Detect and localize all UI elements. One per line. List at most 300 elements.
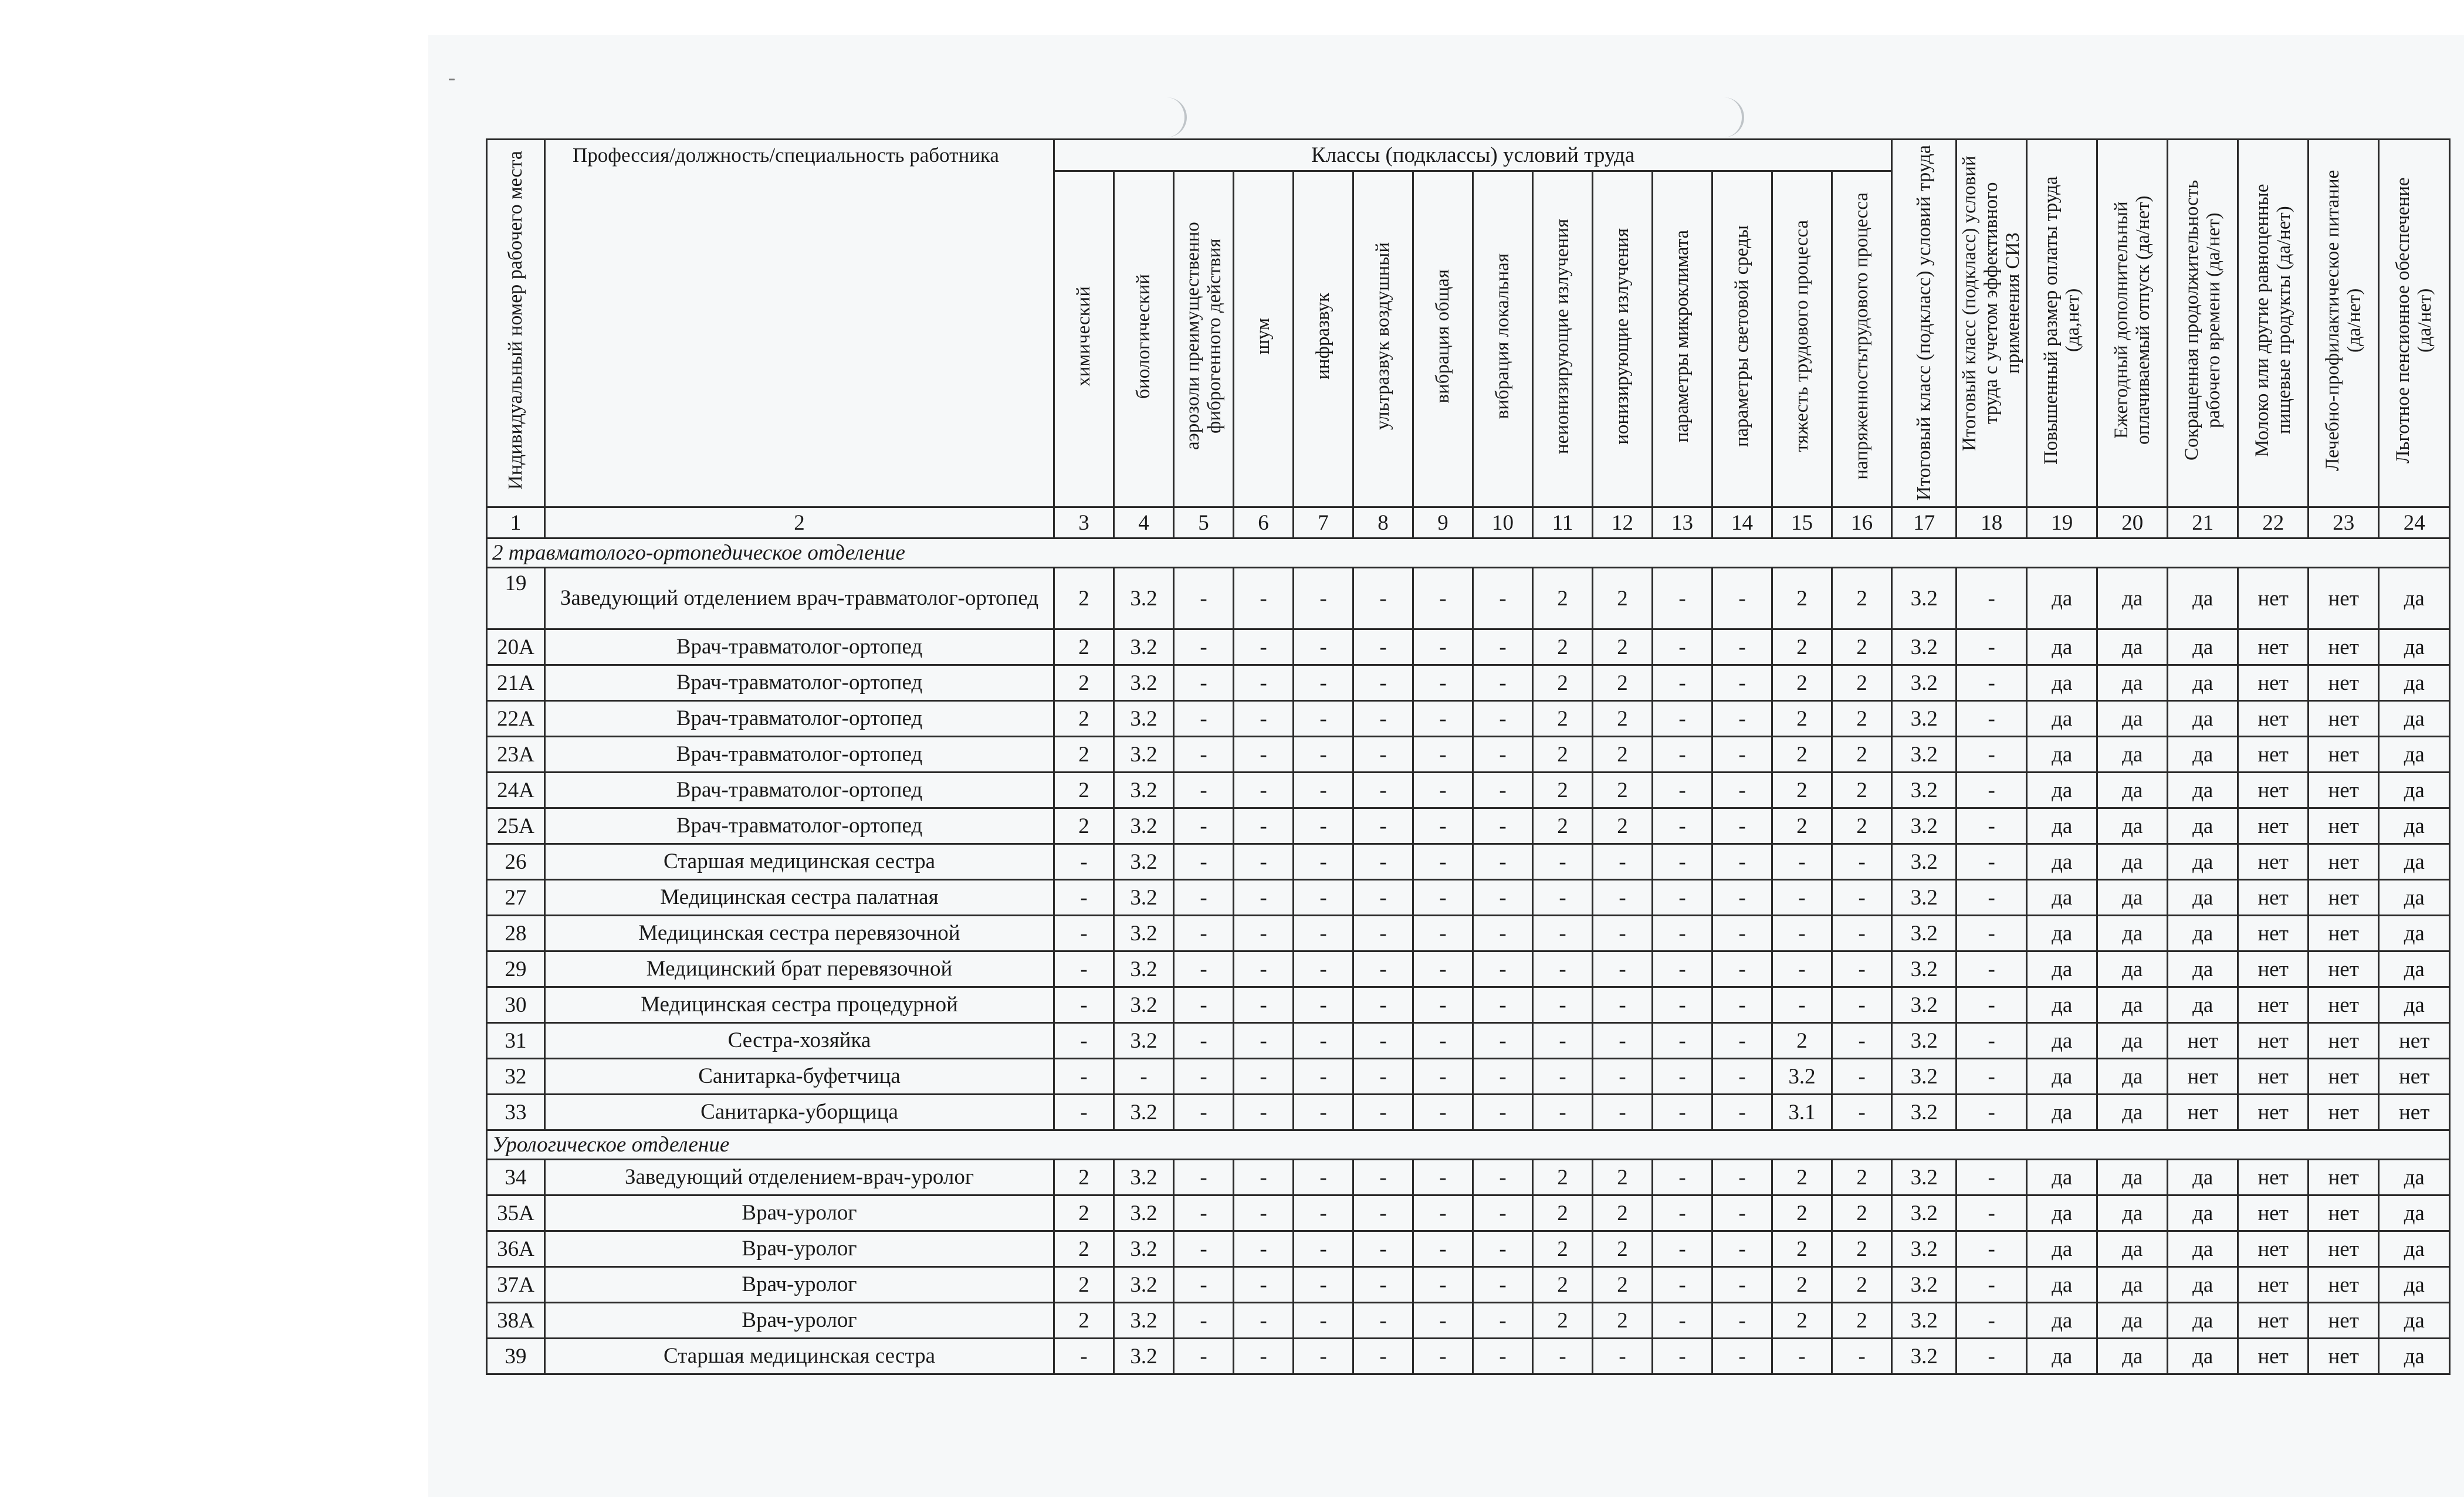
value-cell: да (2379, 808, 2450, 844)
profession-cell: Врач-травматолог-ортопед (545, 665, 1054, 701)
value-cell: - (1054, 1339, 1114, 1374)
value-cell: - (1353, 1267, 1413, 1303)
value-cell: - (1593, 1059, 1653, 1095)
place-number-cell: 29 (487, 951, 545, 987)
value-cell: - (1653, 1059, 1712, 1095)
value-cell: - (1234, 1059, 1294, 1095)
value-cell: - (1174, 701, 1234, 737)
value-cell: - (1593, 987, 1653, 1023)
value-cell: 2 (1054, 701, 1114, 737)
column-number: 4 (1114, 507, 1174, 538)
header-factor-text: напряженностьтрудового процесса (1851, 192, 1873, 480)
value-cell: 3.2 (1892, 844, 1957, 880)
value-cell: - (1712, 1095, 1772, 1130)
value-cell: 2 (1772, 629, 1832, 665)
place-number-cell: 23А (487, 737, 545, 773)
header-factor-text: химический (1073, 286, 1095, 387)
value-cell: - (1054, 1023, 1114, 1059)
value-cell: - (1957, 987, 2027, 1023)
value-cell: - (1353, 737, 1413, 773)
value-cell: - (1294, 880, 1353, 916)
table-row (487, 1160, 2450, 1195)
value-cell: да (2168, 665, 2238, 701)
value-cell: 3.2 (1892, 951, 1957, 987)
value-cell: - (1957, 1023, 2027, 1059)
header-guarantee-6 (2379, 140, 2450, 507)
value-cell: - (1174, 665, 1234, 701)
value-cell: да (2379, 1195, 2450, 1231)
section-title: Урологическое отделение (487, 1130, 2450, 1160)
value-cell: - (1234, 951, 1294, 987)
value-cell: нет (2309, 1339, 2379, 1374)
value-cell: 2 (1593, 1267, 1653, 1303)
value-cell: - (1593, 951, 1653, 987)
table-row (487, 1267, 2450, 1303)
value-cell: - (1054, 916, 1114, 951)
value-cell: нет (2379, 1023, 2450, 1059)
table-row (487, 951, 2450, 987)
profession-cell: Врач-уролог (545, 1231, 1054, 1267)
value-cell: - (1294, 1195, 1353, 1231)
header-factor (1413, 171, 1473, 507)
value-cell: 2 (1533, 1231, 1593, 1267)
value-cell: да (2027, 1303, 2097, 1339)
value-cell: - (1294, 1267, 1353, 1303)
value-cell: да (2379, 1303, 2450, 1339)
value-cell: 3.2 (1114, 773, 1174, 808)
value-cell: - (1533, 916, 1593, 951)
value-cell: - (1294, 1303, 1353, 1339)
value-cell: - (1653, 1267, 1712, 1303)
profession-cell: Медицинская сестра палатная (545, 880, 1054, 916)
value-cell: - (1413, 916, 1473, 951)
value-cell: - (1712, 701, 1772, 737)
value-cell: да (2027, 665, 2097, 701)
value-cell: нет (2238, 1339, 2309, 1374)
value-cell: - (1712, 1339, 1772, 1374)
value-cell: нет (2238, 987, 2309, 1023)
value-cell: - (1957, 1195, 2027, 1231)
value-cell: да (2027, 1267, 2097, 1303)
value-cell: да (2097, 1160, 2168, 1195)
value-cell: - (1832, 1023, 1892, 1059)
place-number-cell: 27 (487, 880, 545, 916)
value-cell: - (1712, 1195, 1772, 1231)
value-cell: - (1473, 916, 1533, 951)
value-cell: - (1473, 1231, 1533, 1267)
value-cell: - (1234, 568, 1294, 629)
value-cell: да (2097, 1303, 2168, 1339)
value-cell: нет (2238, 1160, 2309, 1195)
place-number-cell: 19 (487, 568, 545, 629)
header-factor-text: биологический (1133, 273, 1155, 399)
value-cell: - (1353, 1231, 1413, 1267)
value-cell: - (1653, 1195, 1712, 1231)
value-cell: - (1712, 737, 1772, 773)
value-cell: - (1653, 629, 1712, 665)
value-cell: да (2097, 773, 2168, 808)
section-row (487, 538, 2450, 568)
value-cell: - (1533, 987, 1593, 1023)
value-cell: - (1653, 1023, 1712, 1059)
value-cell: - (1234, 916, 1294, 951)
value-cell: да (2168, 568, 2238, 629)
value-cell: - (1957, 1231, 2027, 1267)
value-cell: - (1712, 1023, 1772, 1059)
value-cell: - (1353, 844, 1413, 880)
value-cell: 3.2 (1892, 1231, 1957, 1267)
place-number-cell: 24А (487, 773, 545, 808)
value-cell: - (1234, 844, 1294, 880)
value-cell: 3.2 (1892, 737, 1957, 773)
value-cell: 3.2 (1892, 1195, 1957, 1231)
column-number: 3 (1054, 507, 1114, 538)
value-cell: - (1957, 1059, 2027, 1095)
header-final-class-ppe-text: Итоговый класс (подкласс) условий труда с учетом эффективного применения СИЗ (1959, 155, 2024, 451)
value-cell: да (2379, 880, 2450, 916)
value-cell: - (1473, 773, 1533, 808)
value-cell: 2 (1533, 665, 1593, 701)
place-number-cell: 28 (487, 916, 545, 951)
value-cell: да (2168, 880, 2238, 916)
value-cell: 2 (1772, 1267, 1832, 1303)
value-cell: - (1413, 1231, 1473, 1267)
value-cell: - (1234, 1267, 1294, 1303)
value-cell: - (1772, 951, 1832, 987)
value-cell: нет (2309, 844, 2379, 880)
value-cell: да (2379, 1267, 2450, 1303)
value-cell: нет (2379, 1059, 2450, 1095)
header-row-top (487, 140, 2450, 171)
column-number: 8 (1353, 507, 1413, 538)
profession-cell: Врач-травматолог-ортопед (545, 773, 1054, 808)
header-guarantee-3 (2168, 140, 2238, 507)
column-number: 5 (1174, 507, 1234, 538)
value-cell: 2 (1593, 1160, 1653, 1195)
value-cell: - (1294, 773, 1353, 808)
value-cell: - (1353, 808, 1413, 844)
value-cell: 2 (1832, 1267, 1892, 1303)
value-cell: - (1473, 880, 1533, 916)
value-cell: да (2097, 737, 2168, 773)
value-cell: - (1653, 1339, 1712, 1374)
value-cell: нет (2309, 1059, 2379, 1095)
value-cell: да (2097, 880, 2168, 916)
value-cell: 3.2 (1114, 568, 1174, 629)
value-cell: - (1957, 665, 2027, 701)
value-cell: - (1413, 568, 1473, 629)
value-cell: 3.2 (1114, 737, 1174, 773)
value-cell: 2 (1832, 773, 1892, 808)
value-cell: нет (2238, 844, 2309, 880)
header-guarantee-text: Повышенный размер оплаты труда (да,нет) (2040, 176, 2083, 465)
value-cell: - (1957, 844, 2027, 880)
header-guarantee-2 (2097, 140, 2168, 507)
value-cell: 2 (1772, 1160, 1832, 1195)
value-cell: 2 (1054, 1160, 1114, 1195)
place-number-cell: 22А (487, 701, 545, 737)
value-cell: - (1413, 701, 1473, 737)
value-cell: 3.2 (1114, 1339, 1174, 1374)
value-cell: да (2027, 808, 2097, 844)
value-cell: - (1533, 1339, 1593, 1374)
value-cell: 2 (1533, 808, 1593, 844)
value-cell: 2 (1772, 1195, 1832, 1231)
value-cell: 3.2 (1114, 1231, 1174, 1267)
value-cell: 2 (1772, 568, 1832, 629)
header-guarantee-text: Лечебно-профилактическое питание (да/нет) (2321, 170, 2365, 471)
value-cell: нет (2238, 808, 2309, 844)
value-cell: - (1353, 1195, 1413, 1231)
value-cell: 3.2 (1114, 987, 1174, 1023)
value-cell: - (1832, 1059, 1892, 1095)
value-cell: нет (2309, 1023, 2379, 1059)
value-cell: - (1473, 1339, 1533, 1374)
value-cell: - (1294, 1023, 1353, 1059)
value-cell: да (2097, 844, 2168, 880)
value-cell: 3.2 (1114, 951, 1174, 987)
table-row (487, 1195, 2450, 1231)
table-row (487, 773, 2450, 808)
value-cell: - (1174, 808, 1234, 844)
value-cell: да (2097, 629, 2168, 665)
place-number-cell: 34 (487, 1160, 545, 1195)
value-cell: 2 (1593, 1303, 1653, 1339)
value-cell: да (2168, 808, 2238, 844)
profession-cell: Врач-уролог (545, 1303, 1054, 1339)
table-row (487, 987, 2450, 1023)
header-factor (1533, 171, 1593, 507)
value-cell: да (2168, 987, 2238, 1023)
value-cell: да (2097, 1059, 2168, 1095)
value-cell: да (2027, 1231, 2097, 1267)
profession-cell: Медицинский брат перевязочной (545, 951, 1054, 987)
value-cell: - (1234, 629, 1294, 665)
value-cell: 3.2 (1114, 808, 1174, 844)
value-cell: - (1593, 880, 1653, 916)
place-number-cell: 32 (487, 1059, 545, 1095)
header-guarantee-text: Ежегодный дополнительный оплачиваемый отпуск (да/нет) (2110, 195, 2154, 445)
header-factor-text: инфразвук (1312, 293, 1334, 380)
value-cell: 3.2 (1772, 1059, 1832, 1095)
value-cell: - (1353, 1339, 1413, 1374)
value-cell: 2 (1054, 568, 1114, 629)
value-cell: нет (2238, 1059, 2309, 1095)
value-cell: - (1353, 987, 1413, 1023)
value-cell: - (1653, 568, 1712, 629)
value-cell: 3.2 (1892, 880, 1957, 916)
value-cell: - (1712, 1303, 1772, 1339)
header-factor-text: вибрация локальная (1492, 253, 1514, 419)
value-cell: - (1533, 951, 1593, 987)
value-cell: - (1294, 1160, 1353, 1195)
value-cell: 3.2 (1114, 1160, 1174, 1195)
value-cell: нет (2379, 1095, 2450, 1130)
place-number-cell: 30 (487, 987, 545, 1023)
value-cell: нет (2309, 629, 2379, 665)
value-cell: да (2379, 844, 2450, 880)
header-factor-text: аэрозоли преимущественно фиброгенного действия (1182, 222, 1225, 451)
value-cell: - (1533, 880, 1593, 916)
value-cell: - (1832, 916, 1892, 951)
value-cell: - (1473, 1059, 1533, 1095)
table-row (487, 701, 2450, 737)
value-cell: нет (2309, 1195, 2379, 1231)
value-cell: да (2097, 916, 2168, 951)
header-factor (1174, 171, 1234, 507)
value-cell: - (1294, 808, 1353, 844)
value-cell: - (1413, 951, 1473, 987)
value-cell: да (2027, 951, 2097, 987)
value-cell: 3.2 (1114, 916, 1174, 951)
header-factor (1114, 171, 1174, 507)
column-number: 2 (545, 507, 1054, 538)
value-cell: - (1712, 1059, 1772, 1095)
work-conditions-table (486, 138, 2451, 1375)
header-guarantee-text: Сокращенная продолжительность рабочего времени (да/нет) (2181, 180, 2224, 461)
value-cell: 2 (1832, 1303, 1892, 1339)
value-cell: 2 (1054, 1303, 1114, 1339)
value-cell: нет (2238, 773, 2309, 808)
value-cell: - (1413, 665, 1473, 701)
value-cell: 3.2 (1892, 665, 1957, 701)
header-final-class-ppe (1957, 140, 2027, 507)
value-cell: - (1832, 987, 1892, 1023)
value-cell: да (2168, 844, 2238, 880)
profession-cell: Медицинская сестра перевязочной (545, 916, 1054, 951)
value-cell: - (1957, 737, 2027, 773)
column-number: 24 (2379, 507, 2450, 538)
header-factor-text: ультразвук воздушный (1372, 242, 1394, 431)
value-cell: - (1413, 880, 1473, 916)
value-cell: 2 (1832, 737, 1892, 773)
header-place-number-text: Индивидуальный номер рабочего места (504, 151, 526, 490)
value-cell: - (1413, 737, 1473, 773)
value-cell: - (1234, 701, 1294, 737)
value-cell: 3.2 (1892, 1059, 1957, 1095)
value-cell: 2 (1772, 1303, 1832, 1339)
value-cell: - (1294, 1339, 1353, 1374)
value-cell: - (1174, 773, 1234, 808)
value-cell: да (2097, 1095, 2168, 1130)
value-cell: - (1353, 951, 1413, 987)
value-cell: - (1174, 1160, 1234, 1195)
value-cell: - (1473, 1095, 1533, 1130)
place-number-cell: 33 (487, 1095, 545, 1130)
value-cell: нет (2238, 629, 2309, 665)
column-number: 19 (2027, 507, 2097, 538)
value-cell: - (1593, 1023, 1653, 1059)
value-cell: 2 (1593, 737, 1653, 773)
column-number-row (487, 507, 2450, 538)
value-cell: нет (2238, 916, 2309, 951)
value-cell: да (2097, 1231, 2168, 1267)
value-cell: 2 (1593, 1195, 1653, 1231)
value-cell: да (2027, 1339, 2097, 1374)
value-cell: - (1353, 1023, 1413, 1059)
place-number-cell: 31 (487, 1023, 545, 1059)
value-cell: - (1413, 773, 1473, 808)
table-body (487, 538, 2450, 1374)
value-cell: нет (2238, 568, 2309, 629)
column-number: 13 (1653, 507, 1712, 538)
value-cell: 2 (1533, 773, 1593, 808)
header-factor (1353, 171, 1413, 507)
value-cell: - (1294, 737, 1353, 773)
value-cell: - (1712, 1267, 1772, 1303)
value-cell: да (2168, 951, 2238, 987)
value-cell: нет (2238, 1303, 2309, 1339)
value-cell: да (2379, 1160, 2450, 1195)
header-factor (1473, 171, 1533, 507)
value-cell: - (1294, 951, 1353, 987)
column-number: 15 (1772, 507, 1832, 538)
profession-cell: Санитарка-уборщица (545, 1095, 1054, 1130)
header-factor-text: параметры световой среды (1731, 225, 1753, 448)
column-number: 10 (1473, 507, 1533, 538)
value-cell: - (1957, 1095, 2027, 1130)
value-cell: нет (2238, 665, 2309, 701)
value-cell: - (1234, 1023, 1294, 1059)
value-cell: - (1054, 1095, 1114, 1130)
value-cell: - (1234, 1160, 1294, 1195)
value-cell: да (2379, 629, 2450, 665)
column-number: 7 (1294, 507, 1353, 538)
value-cell: - (1473, 665, 1533, 701)
value-cell: да (2027, 987, 2097, 1023)
header-factor (1832, 171, 1892, 507)
value-cell: - (1294, 1059, 1353, 1095)
header-factor-text: вибрация общая (1432, 269, 1454, 404)
header-guarantee-4 (2238, 140, 2309, 507)
value-cell: 2 (1533, 568, 1593, 629)
value-cell: нет (2309, 916, 2379, 951)
value-cell: 3.2 (1114, 880, 1174, 916)
header-factor (1054, 171, 1114, 507)
column-number: 11 (1533, 507, 1593, 538)
value-cell: - (1114, 1059, 1174, 1095)
value-cell: да (2027, 773, 2097, 808)
place-number-cell: 35А (487, 1195, 545, 1231)
column-number: 9 (1413, 507, 1473, 538)
column-number: 21 (2168, 507, 2238, 538)
section-row (487, 1130, 2450, 1160)
value-cell: да (2027, 916, 2097, 951)
value-cell: - (1174, 1023, 1234, 1059)
value-cell: да (2168, 1231, 2238, 1267)
value-cell: - (1234, 665, 1294, 701)
value-cell: - (1653, 1303, 1712, 1339)
column-number: 22 (2238, 507, 2309, 538)
header-factor-text: ионизирующие излучения (1612, 228, 1633, 445)
value-cell: - (1712, 568, 1772, 629)
value-cell: - (1712, 1160, 1772, 1195)
value-cell: - (1353, 629, 1413, 665)
profession-cell: Санитарка-буфетчица (545, 1059, 1054, 1095)
value-cell: 2 (1054, 1267, 1114, 1303)
value-cell: нет (2238, 737, 2309, 773)
value-cell: 2 (1832, 1231, 1892, 1267)
value-cell: да (2168, 629, 2238, 665)
value-cell: - (1234, 880, 1294, 916)
value-cell: 3.2 (1114, 1095, 1174, 1130)
table-row (487, 1095, 2450, 1130)
value-cell: 3.2 (1892, 1267, 1957, 1303)
value-cell: нет (2309, 665, 2379, 701)
value-cell: 2 (1054, 1231, 1114, 1267)
table-row (487, 629, 2450, 665)
value-cell: 3.2 (1114, 1195, 1174, 1231)
